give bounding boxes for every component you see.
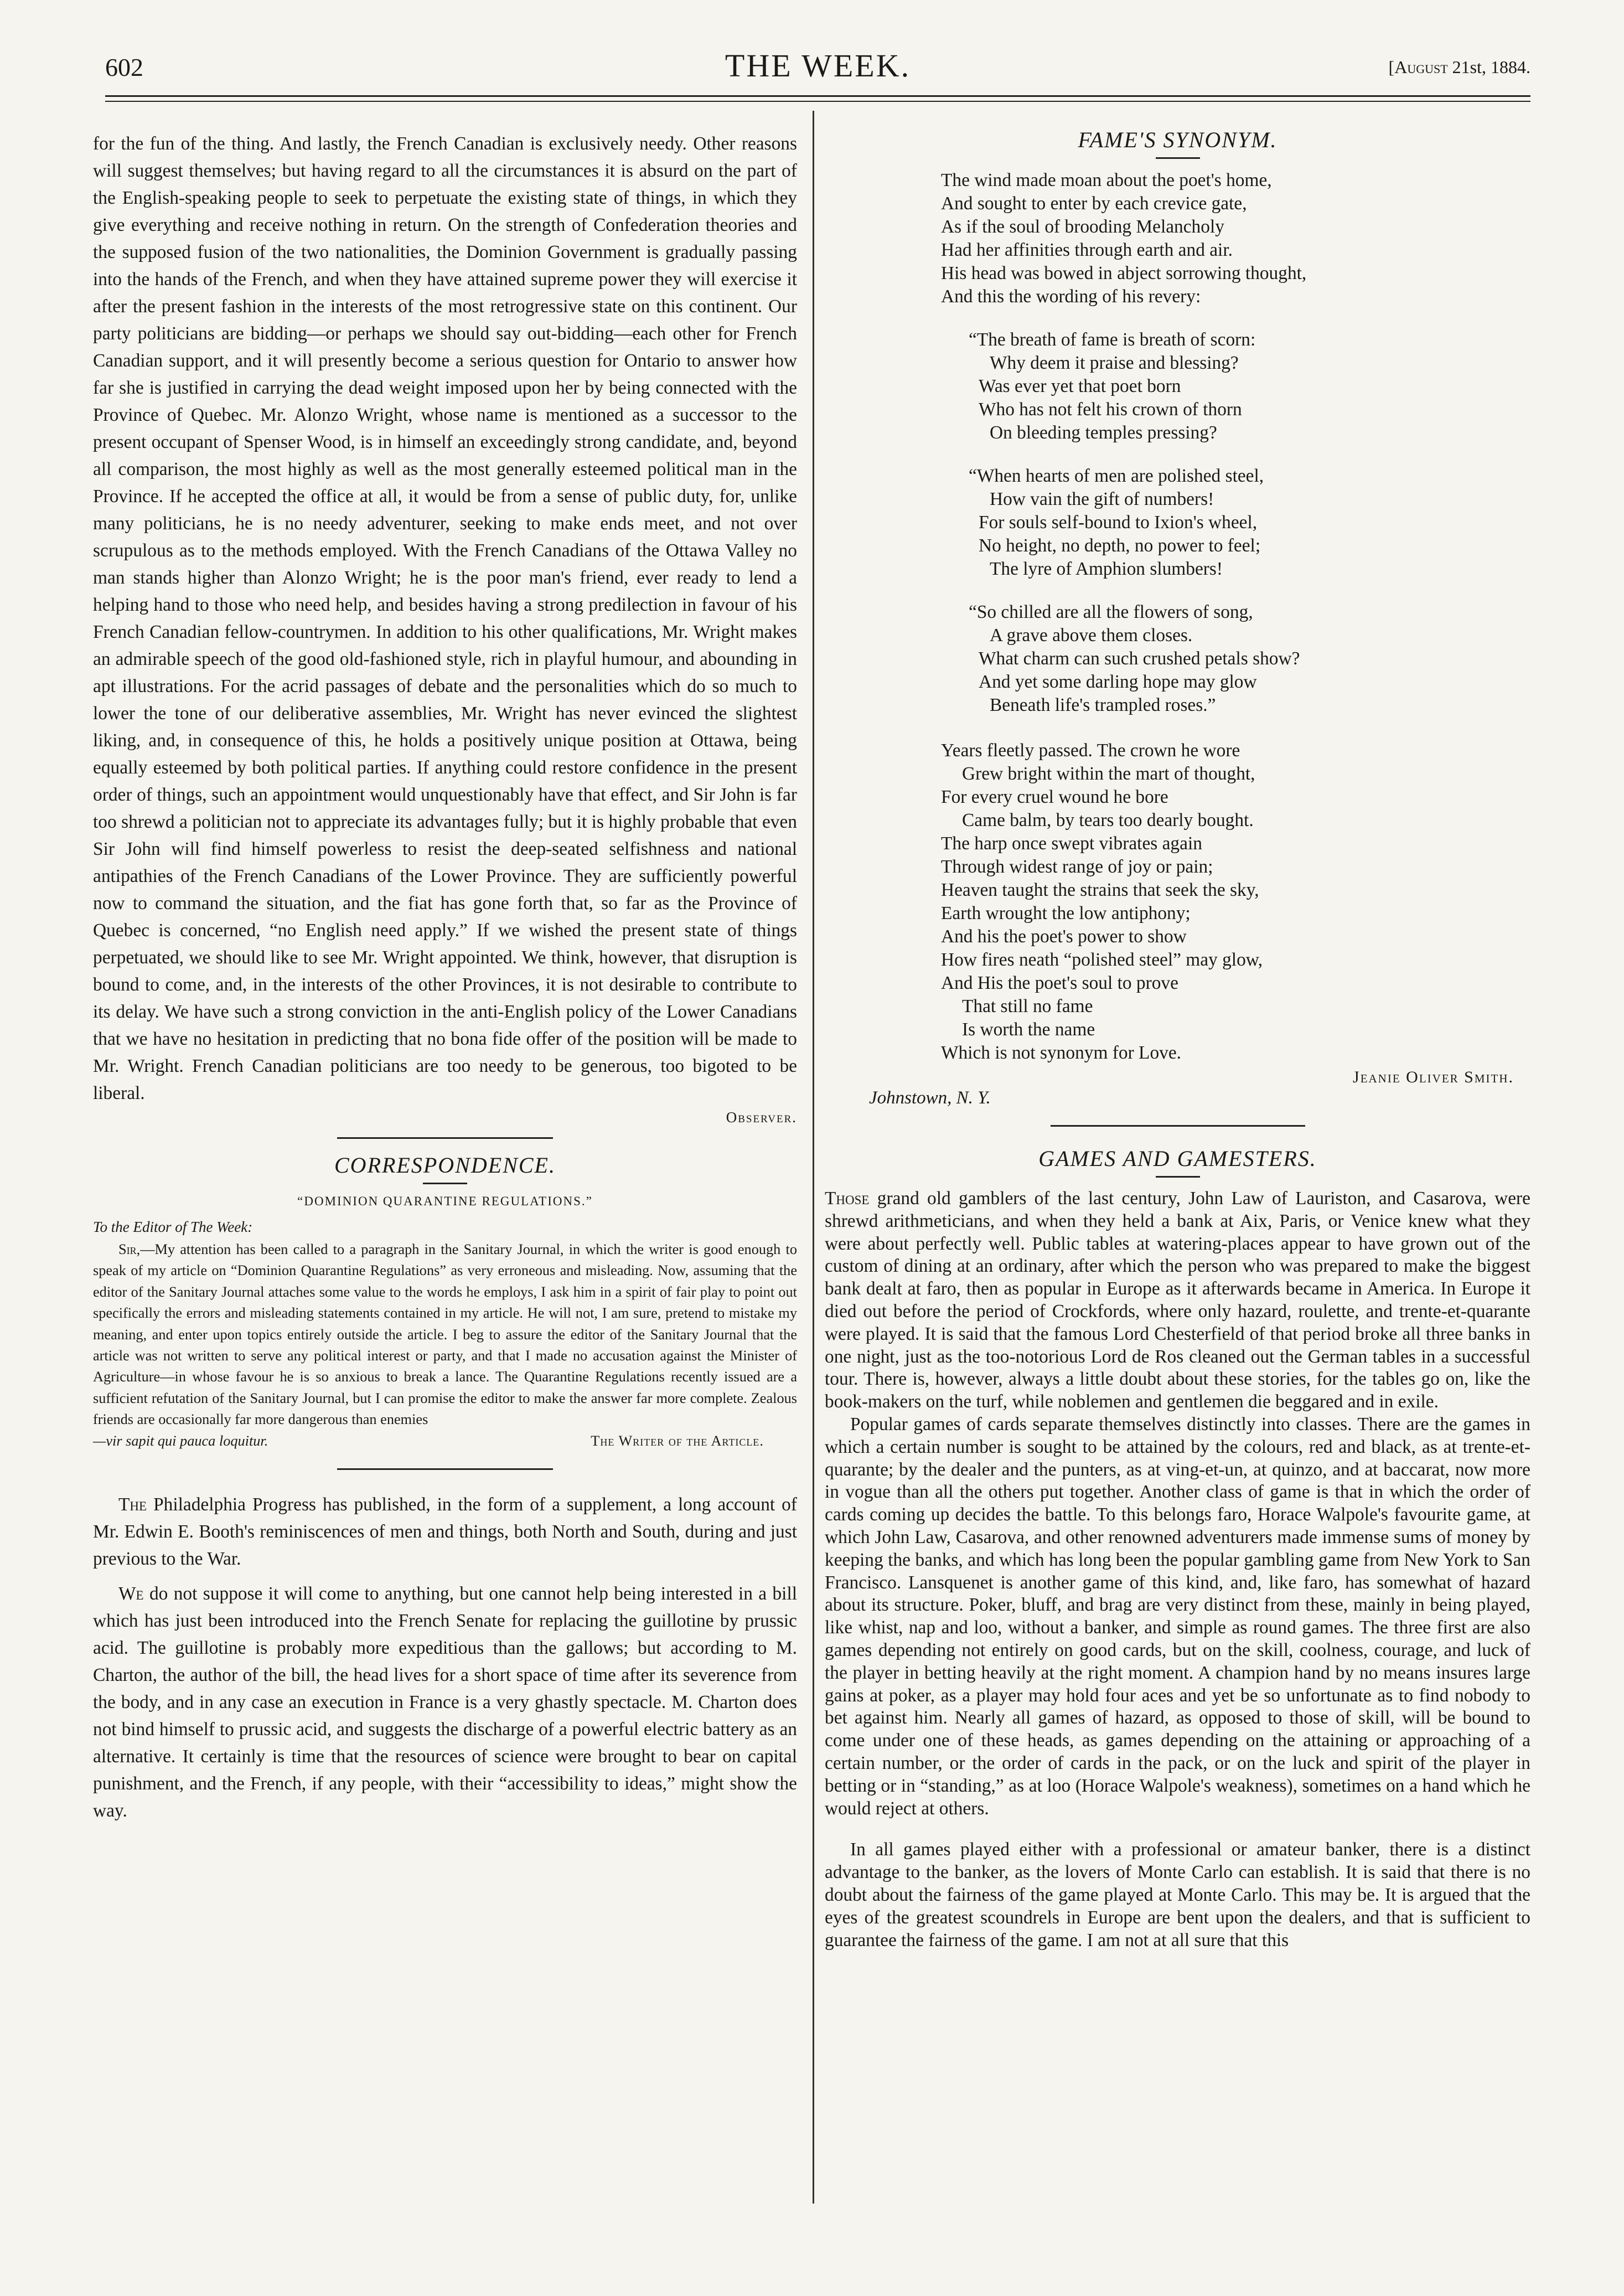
poem-line: And His the poet's soul to prove: [941, 973, 1178, 993]
poem-line: Heaven taught the strains that seek the sky,: [941, 880, 1259, 900]
paragraph-guillotine: We do not suppose it will come to anything, but one cannot help being interested in a bill which has just been introduced into the French Senate for replacing the guillotine by prussic acid. The guillotine is probably more expeditious than the gallows; but according to M. Charton, the author of the bill, the head lives for a short space of time after its severence from the body, and in any case an execution in France is a very ghastly spectacle. M. Charton does not bind himself to prussic acid, and suggests the discharge of a powerful electric battery as an alternative. It certainly is time that the resources of science were brought to bear on capital punishment, and the French, if any people, with their “accessibility to ideas,” might show the way.: [93, 1583, 798, 1822]
poem-line: A grave above them closes.: [990, 625, 1193, 646]
page-header: [105, 47, 1530, 97]
poem-line: The wind made moan about the poet's home,: [941, 170, 1272, 190]
poem-line: No height, no depth, no power to feel;: [979, 535, 1261, 556]
games-title-underline: [1156, 1176, 1200, 1178]
letter-body: Sir,—My attention has been called to a paragraph in the Sanitary Journal, in which the writer is good enough to speak of my article on “Dominion Quarantine Regulations” as very erroneous and misleading. Now, assuming that the editor of the Sanitary Journal attaches some value to the words he employs, I ask him in a spirit of fair play to point out specifically the errors and misleading statements contained in my article. He will not, I am sure, pretend to mistake my meaning, and enter upon topics entirely outside the article. I beg to assure the editor of the Sanitary Journal that the article was not written to serve any political interest or party, and that I made no accusation against the Minister of Agriculture—in whose favour he is so anxious to break a lance. The Quarantine Regulations recently issued are a sufficient refutation of the Sanitary Journal, but I can promise the editor to make the answer far more complete. Zealous friends are occasionally far more dangerous than enemies: [93, 1241, 797, 1428]
poem-line: Through widest range of joy or pain;: [941, 857, 1213, 877]
poem-line: How vain the gift of numbers!: [990, 489, 1214, 509]
poem-line: Which is not synonym for Love.: [941, 1043, 1182, 1063]
issue-date: [August 21st, 1884.: [1388, 57, 1530, 77]
poem-line: His head was bowed in abject sorrowing thought,: [941, 263, 1307, 283]
poem-line: Years fleetly passed. The crown he wore: [941, 740, 1240, 761]
right-column: [825, 127, 1530, 1952]
left-column: [93, 130, 797, 1824]
poem-line: Grew bright within the mart of thought,: [962, 763, 1255, 784]
poem-line: For every cruel wound he bore: [941, 787, 1168, 807]
poem-title-underline: [1156, 157, 1200, 159]
letter-latin: —vir sapit qui pauca loquitur.: [93, 1432, 268, 1449]
header-rule: [105, 95, 1530, 97]
poem-line: Beneath life's trampled roses.”: [990, 695, 1216, 715]
letter-subtitle: “DOMINION QUARANTINE REGULATIONS.”: [297, 1194, 593, 1208]
poem-line: Was ever yet that poet born: [979, 376, 1181, 396]
stanza-2: [969, 465, 1530, 581]
poem-line: For souls self-bound to Ixion's wheel,: [979, 512, 1258, 533]
poem: [941, 169, 1530, 1065]
poem-line: And his the poet's power to show: [941, 926, 1187, 947]
poem-line: And this the wording of his revery:: [941, 286, 1201, 307]
poem-line: Who has not felt his crown of thorn: [979, 399, 1242, 420]
section-separator: [337, 1137, 553, 1139]
poem-line: Why deem it praise and blessing?: [990, 353, 1239, 373]
letter: [93, 1239, 797, 1452]
poem-line: What charm can such crushed petals show?: [979, 648, 1300, 669]
poem-line: Came balm, by tears too dearly bought.: [962, 810, 1254, 830]
poem-title: FAME'S SYNONYM.: [1078, 127, 1278, 152]
poem-line: And yet some darling hope may glow: [979, 672, 1257, 692]
masthead-title: THE WEEK.: [725, 48, 911, 84]
poem-line: “The breath of fame is breath of scorn:: [969, 329, 1256, 350]
games-paragraph-2: Popular games of cards separate themselves distinctly into classes. There are the games in which a certain number is sought to be attained by the colours, red and black, as at trente-et-quarante; by the dealer and the punters, as at ving-et-un, at quinzo, and at baccarat, now more in vogue than all the others put together. Another class of game is that in which the order of cards coming up decides the battle. To this belongs faro, Horace Walpole's favourite game, at which John Law, Casarova, and other renowned adventurers made immense sums of money by keeping the banks, and which has long been the popular gambling game from New York to San Francisco. Lansquenet is another game of this kind, and, like faro, has somewhat of hazard about its structure. Poker, bluff, and brag are very distinct from these, mainly in being played, like whist, nap and loo, without a banker, and simple as round games. The three first are also games depending not entirely on good cards, but on the skill, coolness, courage, and luck of the player in betting heavily at the right moment. A champion hand by no means insures large gains at poker, as a player may hold four aces and yet be so unfortunate as to find nobody to bet against him. Nearly all games of hazard, as opposed to those of skill, will be bound to come under one of these heads, as games depending on the attaining or approaching of a certain number, or the order of cards in the pack, or on the luck and spirit of the player in betting or in “standing,” as at loo (Horace Walpole's weakness), sometimes on a hand which he would reject at others.: [825, 1413, 1530, 1819]
poem-outro: [941, 739, 1530, 1065]
observer-signature: Observer.: [726, 1109, 797, 1126]
poem-line: And sought to enter by each crevice gate,: [941, 193, 1247, 214]
poem-line: As if the soul of brooding Melancholy: [941, 216, 1224, 237]
poem-line: That still no fame: [962, 996, 1093, 1017]
poem-line: The harp once swept vibrates again: [941, 833, 1202, 854]
section-separator-2: [337, 1468, 553, 1470]
poem-line: “So chilled are all the flowers of song,: [969, 602, 1253, 622]
poem-line: Had her affinities through earth and air.: [941, 240, 1233, 260]
paragraph-progress: The Philadelphia Progress has published, in the form of a supplement, a long account of Mr. Edwin E. Booth's reminiscences of men and things, both North and South, during and just previous to the War.: [93, 1494, 797, 1570]
poem-line: Is worth the name: [962, 1019, 1095, 1040]
games-paragraph-1: Those grand old gamblers of the last century, John Law of Lauriston, and Casarova, were shrewd arithmeticians, and when they held a bank at Aix, Paris, or Venice knew what they were about perfectly well. Public tables at watering-places appear to have grown out of the custom of dining at an ordinary, after which the person who was prepared to make the biggest bank dealt at faro, then as popular in Europe as it afterwards became in America. In Europe it died out before the period of Crockfords, where only hazard, roulette, and trente-et-quarante were played. It is said that the famous Lord Chesterfield of that period broke all three banks in one night, just as the too-notorious Lord de Ros cleaned out the German tables in a successful tour. There is, however, always a little doubt about these stories, for the tables go on, like the book-makers on the turf, while noblemen and gentlemen die beggared and in exile.: [825, 1188, 1530, 1412]
article-observer-text: for the fun of the thing. And lastly, the French Canadian is exclusively needy. Other reasons will suggest themselves; but having regard to all the circumstances it is absurd on the part of the English-speaking people to seek to perpetuate the existing state of things, in which they give everything and receive nothing in return. On the strength of Confederation theories and the supposed fusion of the two nationalities, the Dominion Government is gradually passing into the hands of the French, and when they have attained supreme power they will exercise it after the present fashion in the interests of the most retrogressive state on this continent. Our party politicians are bidding—or perhaps we should say out-bidding—each other for French Canadian support, and it will presently become a serious question for Ontario to answer how far she is justified in carrying the dead weight imposed upon her by being connected with the Province of Quebec. Mr. Alonzo Wright, whose name is mentioned as a successor to the present occupant of Spenser Wood, is in himself an exceedingly strong candidate, and, beyond all comparison, the most highly as well as the most generally esteemed political man in the Province. If he accepted the office at all, it would be from a sense of public duty, for, unlike many politicians, he is no needy adventurer, seeking to make ends meet, and not over scrupulous as to the methods employed. With the French Canadians of the Ottawa Valley no man stands higher than Alonzo Wright; he is the poor man's friend, ever ready to lend a helping hand to those who need help, and besides having a strong predilection in favour of his French Canadian fellow-countrymen. In addition to his other qualifications, Mr. Wright makes an admirable speech of the good old-fashioned style, rich in playful humour, and abounding in apt illustrations. For the acrid passages of debate and the personalities which do so much to lower the tone of our deliberative assemblies, Mr. Wright has never evinced the slightest liking, and, in consequence of this, he holds a positively unique position at Ottawa, being equally esteemed by both political parties. If anything could restore confidence in the present order of things, such an appointment would unquestionably have that effect, and Sir John is far too shrewd a politician not to appreciate its advantages fully; but it is highly probable that even Sir John will find himself powerless to resist the deep-seated selfishness and national antipathies of the French Canadians of the Lower Province. They are sufficiently powerful now to command the situation, and the fiat has gone forth that, so far as the Province of Quebec is concerned, “no English need apply.” If we wished the present state of things perpetuated, we should like to see Mr. Wright appointed. We think, however, that disruption is bound to come, and, in the interests of the other Provinces, it is not desirable to contribute to its delay. We have such a strong conviction in the anti-English policy of the Lower Canadians that we have no hesitation in predicting that no bona fide offer of the position will be made to Mr. Wright. French Canadian politicians are too needy to be generous, too bigoted to be liberal.: [93, 133, 797, 1103]
correspondence-title: CORRESPONDENCE.: [334, 1153, 556, 1178]
stanza-3: [969, 601, 1530, 717]
stanza-1: [969, 328, 1530, 445]
letter-signature: The Writer of the Article.: [591, 1432, 764, 1449]
section-separator-right: [1051, 1125, 1305, 1127]
letter-closing: [93, 1431, 797, 1452]
poem-intro: [941, 169, 1530, 308]
games-title: GAMES AND GAMESTERS.: [1038, 1146, 1317, 1171]
letter-salutation: To the Editor of The Week:: [93, 1219, 253, 1235]
title-underline: [423, 1183, 467, 1184]
games-article: [825, 1188, 1530, 1952]
poem-line: Earth wrought the low antiphony;: [941, 903, 1191, 923]
column-divider: [813, 111, 814, 2204]
games-paragraph-3: In all games played either with a professional or amateur banker, there is a distinct advantage to the banker, as the lovers of Monte Carlo can establish. It is said that there is no doubt about the fairness of the game played at Monte Carlo. This may be. It is argued that the eyes of the greatest scoundrels in Europe are bent upon the dealers, and that is sufficient to guarantee the fairness of the game. I am not at all sure that this: [825, 1839, 1530, 1951]
poem-line: On bleeding temples pressing?: [990, 422, 1217, 443]
poem-author: Jeanie Oliver Smith.: [1353, 1068, 1514, 1086]
page-number: 602: [105, 53, 143, 81]
poem-line: How fires neath “polished steel” may glow,: [941, 950, 1263, 970]
header-rule-thin: [105, 101, 1530, 102]
poem-place: Johnstown, N. Y.: [869, 1088, 991, 1108]
poem-line: The lyre of Amphion slumbers!: [990, 559, 1223, 579]
poem-line: “When hearts of men are polished steel,: [969, 466, 1264, 486]
